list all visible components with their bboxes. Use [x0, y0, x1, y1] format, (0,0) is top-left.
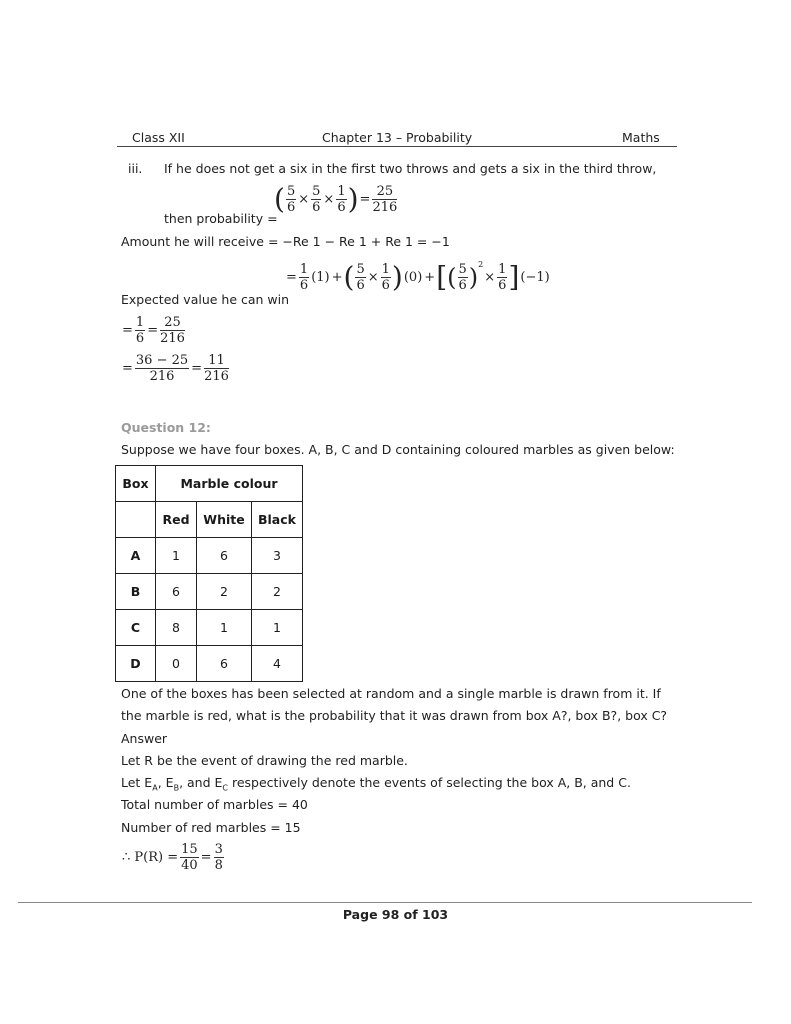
part-iii-text: If he does not get a six in the first two throws and gets a six in the third throw, [164, 161, 657, 176]
header-chapter: Chapter 13 – Probability [322, 130, 473, 145]
let-r-text: Let R be the event of drawing the red marble. [121, 753, 408, 768]
list-marker-iii: iii. [128, 161, 143, 176]
body-line-2: the marble is red, what is the probability that it was drawn from box A?, box B?, box C? [121, 708, 668, 723]
expected-value-step3: = $\frac{36 - 25}{216}$ = $\frac{11}{216}$ [122, 353, 229, 384]
header-marble-colour: Marble colour [156, 466, 303, 502]
expected-value-equation: = $\frac{1}{6}$ (1) +( $\frac{5}{6}$ × $\frac{1}{6}$ )(0) +[( $\frac{5}{6}$ )$^2$× $\frac{1}{6}$ ](−1) [286, 260, 550, 294]
let-e-text: Let $E_A$, $E_B$, and $E_C$ respectively denote the events of selecting the box A, B, and C. [121, 775, 631, 793]
probability-equation: ( $\frac{5}{6}$ × $\frac{5}{6}$ × $\frac{1}{6}$ )= $\frac{25}{216}$ [274, 182, 398, 216]
amount-text: Amount he will receive = −Re 1 − Re 1 + Re 1 = −1 [121, 234, 450, 249]
header-subject: Maths [622, 130, 660, 145]
col-red: Red [156, 502, 197, 538]
col-black: Black [252, 502, 303, 538]
body-line-1: One of the boxes has been selected at random and a single marble is drawn from it. If [121, 686, 661, 701]
table-row: A 1 6 3 [116, 538, 303, 574]
table-row: C 8 1 1 [116, 610, 303, 646]
total-marbles: Total number of marbles = 40 [121, 797, 308, 812]
question-label: Question 12: [121, 420, 211, 435]
answer-label: Answer [121, 731, 168, 746]
table-row: B 6 2 2 [116, 574, 303, 610]
col-white: White [197, 502, 252, 538]
probability-label: then probability = [164, 211, 278, 226]
marble-table [115, 465, 303, 682]
probability-r-equation: ∴ P(R) = $\frac{15}{40}$ = $\frac{3}{8}$ [122, 842, 223, 873]
expected-value-label: Expected value he can win [121, 292, 290, 307]
question-intro: Suppose we have four boxes. A, B, C and D containing coloured marbles as given below: [121, 442, 675, 457]
empty-cell [116, 502, 156, 538]
header-box: Box [116, 466, 156, 502]
page-number: Page 98 of 103 [342, 907, 449, 922]
header-class: Class XII [132, 130, 185, 145]
expected-value-step2: = $\frac{1}{6}$ = $\frac{25}{216}$ [122, 315, 185, 346]
header-divider [117, 146, 677, 147]
table-row: D 0 6 4 [116, 646, 303, 682]
red-marbles: Number of red marbles = 15 [121, 820, 301, 835]
footer-divider [18, 902, 752, 903]
